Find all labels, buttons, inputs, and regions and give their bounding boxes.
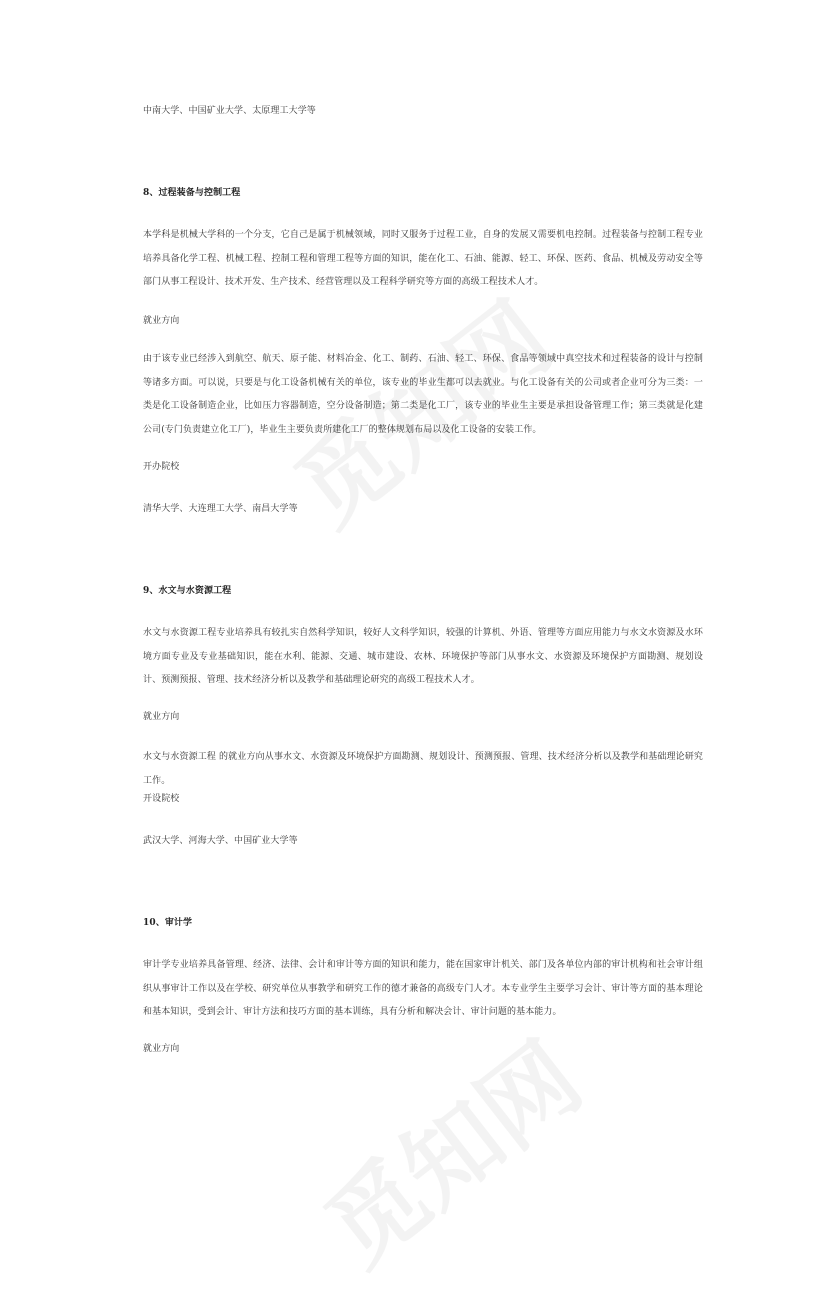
section-8-schools-label: 开办院校 [143, 462, 180, 472]
schools-list-top: 中南大学、中国矿业大学、太原理工大学等 [143, 106, 316, 116]
section-9-intro: 水文与水资源工程专业培养具有较扎实自然科学知识，较好人文科学知识，较强的计算机、外语、管理等方面应用能力与水文水资源及水环境方面专业及专业基础知识，能在水利、能源、交通、城市建设、农林、环境保护等部门从事水文、水资源及环境保护方面勘测、规划设计、预测预报、管理、技术经济分析以及教学和基础理论研究的高级工程技术人才。 [143, 628, 703, 685]
section-8-heading: 8、过程装备与控制工程 [143, 188, 241, 198]
section-9-schools-label: 开设院校 [143, 794, 180, 804]
section-8-career-label: 就业方向 [143, 316, 180, 326]
section-9-career-text: 水文与水资源工程 的就业方向从事水文、水资源及环境保护方面勘测、规划设计、预测预报、管理、技术经济分析以及教学和基础理论研究工作。 [143, 752, 703, 786]
section-8-intro: 本学科是机械大学科的一个分支，它自己是属于机械领域，同时又服务于过程工业，自身的发展又需要机电控制。过程装备与控制工程专业培养具备化学工程、机械工程、控制工程和管理工程等方面的知识，能在化工、石油、能源、轻工、环保、医药、食品、机械及劳动安全等部门从事工程设计、技术开发、生产技术、经营管理以及工程科学研究等方面的高级工程技术人才。 [143, 230, 703, 287]
section-10-heading: 10、审计学 [143, 918, 193, 928]
section-9-heading: 9、水文与水资源工程 [143, 586, 232, 596]
section-8-career-text: 由于该专业已经涉入到航空、航天、原子能、材料冶金、化工、制药、石油、轻工、环保、食品等领域中真空技术和过程装备的设计与控制等诸多方面。可以说，只要是与化工设备机械有关的单位，该专业的毕业生都可以去就业。与化工设备有关的公司或者企业可分为三类：一类是化工设备制造企业，比如压力容器制造，空分设备制造；第二类是化工厂，该专业的毕业生主要是承担设备管理工作；第三类就是化建公司(专门负责建立化工厂)，毕业生主要负责所建化工厂的整体规划布局以及化工设备的安装工作。 [143, 354, 703, 435]
section-9-career-label: 就业方向 [143, 712, 180, 722]
section-10-intro: 审计学专业培养具备管理、经济、法律、会计和审计等方面的知识和能力，能在国家审计机关、部门及各单位内部的审计机构和社会审计组织从事审计工作以及在学校、研究单位从事教学和研究工作的德才兼备的高级专门人才。本专业学生主要学习会计、审计等方面的基本理论和基本知识，受到会计、审计方法和技巧方面的基本训练，具有分析和解决会计、审计问题的基本能力。 [143, 960, 703, 1017]
section-10-career-label: 就业方向 [143, 1044, 180, 1054]
section-8-schools-text: 清华大学、大连理工大学、南昌大学等 [143, 504, 298, 514]
section-9-schools-text: 武汉大学、河海大学、中国矿业大学等 [143, 836, 298, 846]
